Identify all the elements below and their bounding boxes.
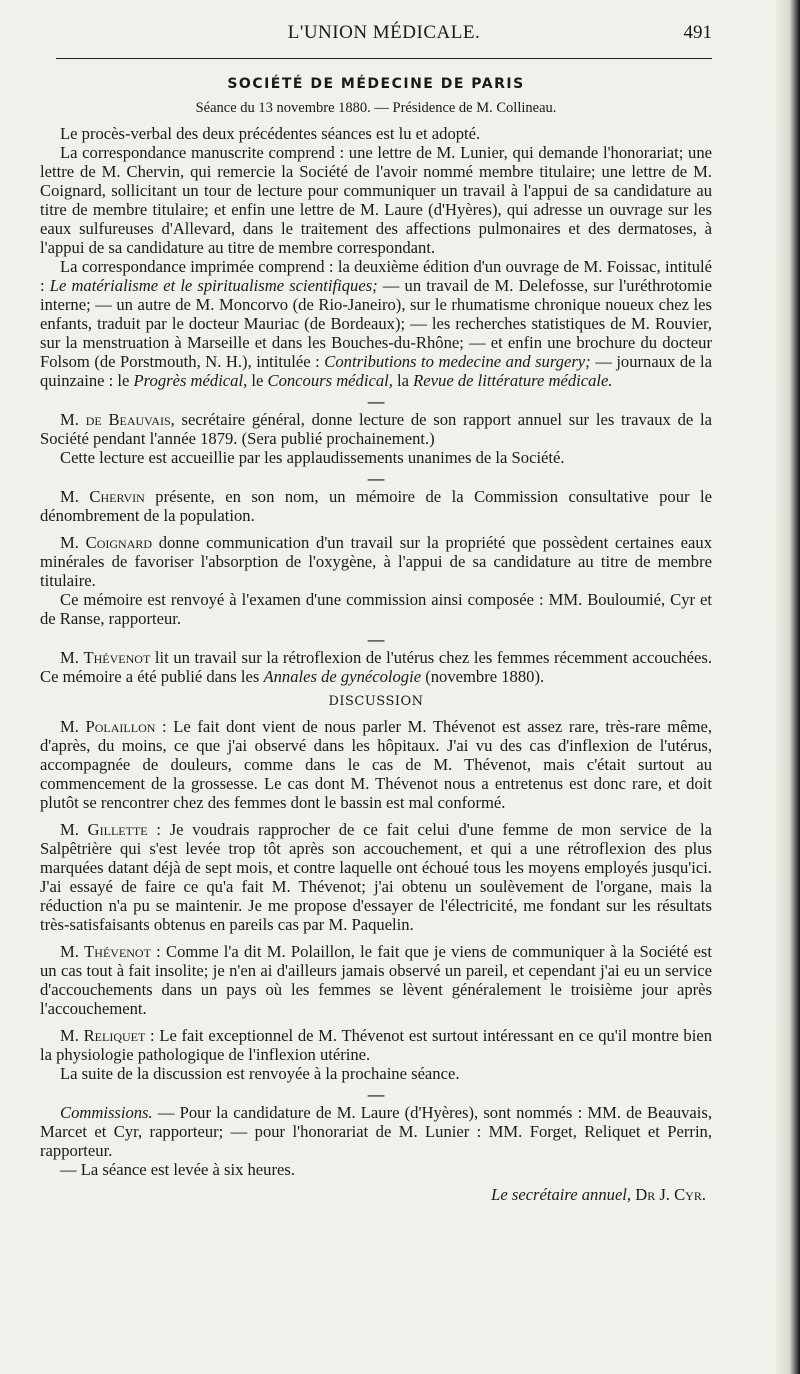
paragraph: Ce mémoire est renvoyé à l'examen d'une commission ainsi composée : MM. Bouloumié, Cyr et de Ranse, rapporteur.	[40, 590, 712, 628]
separator: —	[367, 392, 385, 411]
text: M.	[60, 1026, 84, 1045]
paragraph	[40, 487, 712, 525]
title-italic: Progrès médical,	[133, 371, 248, 390]
speaker-name: Thévenot	[84, 942, 151, 961]
title-italic: Concours médical,	[267, 371, 393, 390]
commissions-label: Commissions.	[60, 1103, 153, 1122]
paragraph: La correspondance manuscrite comprend : une lettre de M. Lunier, qui demande l'honorariat; une lettre de M. Chervin, qui remercie la Société de l'avoir nommé membre titulaire; une lettre de M. Coignard, sollicitant un tour de lecture pour communiquer un travail à l'appui de sa candidature au titre de membre titulaire; et enfin une lettre de M. Laure (d'Hyères), qui adresse un ouvrage sur les eaux sulfureuses d'Allevard, dans le traitement des affections pulmonaires et des dermatoses, à l'appui de sa candidature au titre de membre correspondant.	[40, 143, 712, 257]
paragraph	[40, 1103, 712, 1160]
signature-name: Dr J. Cyr.	[631, 1185, 706, 1204]
text: M.	[60, 533, 86, 552]
paragraph	[40, 820, 712, 934]
page-number: 491	[683, 22, 712, 43]
text: M.	[60, 487, 90, 506]
separator: —	[367, 1085, 385, 1104]
speaker-name: Coignard	[85, 533, 153, 552]
text: M.	[60, 942, 85, 961]
title-italic: Contributions to medecine and surgery;	[324, 352, 591, 371]
text: (novembre 1880).	[421, 667, 545, 686]
separator: —	[367, 630, 385, 649]
separator: —	[367, 469, 385, 488]
text: M.	[60, 820, 88, 839]
title-italic: Annales de gynécologie	[263, 667, 422, 686]
article-body	[40, 124, 712, 1204]
speaker-name: Thévenot	[83, 648, 151, 667]
text: , secrétaire général, donne lecture de son rapport annuel sur les travaux de la Société pendant l'année 1879. (Sera publié prochainement.)	[40, 410, 712, 448]
speaker-name: Reliquet	[83, 1026, 146, 1045]
text: : Comme l'a dit M. Polaillon, le fait que je viens de communiquer à la Société est un cas tout à fait insolite; je n'en ai d'ailleurs jamais observé un pareil, et cependant j'ai eu un service d'accouchements dans un pays où les femmes se lèvent généralement le troisième jour après l'accouchement.	[40, 942, 712, 1018]
paragraph	[40, 717, 712, 812]
running-title: L'UNION MÉDICALE.	[287, 22, 481, 43]
text: : Le fait exceptionnel de M. Thévenot est surtout intéressant en ce qu'il montre bien la physiologie pathologique de l'inflexion utérine.	[40, 1026, 712, 1064]
paragraph	[40, 942, 712, 1018]
text: — Pour la candidature de M. Laure (d'Hyères), sont nommés : MM. de Beauvais, Marcet et Cyr, rapporteur; — pour l'honorariat de M. Lunier : MM. Forget, Reliquet et Perrin, rapporteur.	[40, 1103, 712, 1160]
text: : Je voudrais rapprocher de ce fait celui d'une femme de mon service de la Salpêtrière qui s'est levée trop tôt après son accouchement, et qui a une rétroflexion des plus marquées datant déjà de sept mois, et contre laquelle ont échoué tous les moyens employés jusqu'ici. J'ai essayé de faire ce qu'a fait M. Thévenot; j'ai obtenu un soulèvement de l'organe, mais la réduction n'a pu se maintenir. Je me propose d'essayer de l'électricité, me fondant sur les résultats très-satisfaisants obtenus en pareils cas par M. Paquelin.	[40, 820, 712, 934]
paragraph	[40, 257, 712, 390]
paragraph	[40, 533, 712, 590]
text: M.	[60, 717, 86, 736]
text: La correspondance imprimée comprend : la deuxième édition d'un ouvrage de M. Foissac, intitulé :	[40, 257, 712, 295]
title-italic: Le matérialisme et le spiritualisme scientifiques;	[49, 276, 378, 295]
page-edge-shadow	[774, 0, 800, 1374]
text: donne communication d'un travail sur la propriété que possèdent certaines eaux minérales de favoriser l'absorption de l'oxygène, à l'appui de sa candidature au titre de membre titulaire.	[40, 533, 712, 590]
discussion-heading: DISCUSSION	[328, 694, 424, 709]
signature	[40, 1185, 712, 1204]
page-header	[56, 22, 712, 52]
session-line: Séance du 13 novembre 1880. — Présidence de M. Collineau.	[195, 100, 557, 116]
text: le	[247, 371, 268, 390]
text: — journaux de la quinzaine : le	[40, 352, 713, 390]
paragraph: — La séance est levée à six heures.	[60, 1160, 295, 1179]
signature-role: Le secrétaire annuel,	[491, 1185, 632, 1204]
text: : Le fait dont vient de nous parler M. Thévenot est assez rare, très-rare même, d'après, du moins, ce que j'ai observé dans les hôpitaux. J'ai vu des cas d'inflexion de l'utérus, accompagnée de douleurs, comme dans le cas de M. Thévenot, mais c'était surtout au commencement de la grossesse. Le cas dont M. Thévenot nous a entretenus est donc rare, et doit plutôt se rencontrer chez des femmes dont le bassin est mal conformé.	[40, 717, 712, 812]
journal-page	[40, 0, 712, 1374]
text: M.	[60, 648, 84, 667]
text: M.	[60, 410, 86, 429]
paragraph: Cette lecture est accueillie par les applaudissements unanimes de la Société.	[60, 448, 565, 467]
text: présente, en son nom, un mémoire de la Commission consultative pour le dénombrement de la population.	[40, 487, 712, 525]
speaker-name: Gillette	[87, 820, 148, 839]
paragraph	[40, 648, 712, 686]
paragraph	[40, 410, 712, 448]
text: lit un travail sur la rétroflexion de l'utérus chez les femmes récemment accouchées. Ce mémoire a été publié dans les	[40, 648, 712, 686]
paragraph: Le procès-verbal des deux précédentes séances est lu et adopté.	[60, 124, 481, 143]
society-heading: SOCIÉTÉ DE MÉDECINE DE PARIS	[227, 76, 525, 92]
text: la	[392, 371, 414, 390]
paragraph: La suite de la discussion est renvoyée à la prochaine séance.	[60, 1064, 460, 1083]
paragraph	[40, 1026, 712, 1064]
speaker-name: Polaillon	[85, 717, 156, 736]
speaker-name: Chervin	[89, 487, 145, 506]
title-italic: Revue de littérature médicale.	[413, 371, 613, 390]
text: — un travail de M. Delefosse, sur l'uréthrotomie interne; — un autre de M. Moncorvo (de Rio-Janeiro), sur le rhumatisme chronique noueux chez les enfants, traduit par le docteur Mauriac (de Bordeaux); — les recherches statistiques de M. Rouvier, sur la menstruation à Marseille et dans les Bouches-du-Rhône; — et enfin une brochure du docteur Folsom (de Porstmouth, N. H.), intitulée :	[40, 276, 712, 371]
speaker-name: de Beauvais	[85, 410, 171, 429]
header-rule	[56, 58, 712, 59]
